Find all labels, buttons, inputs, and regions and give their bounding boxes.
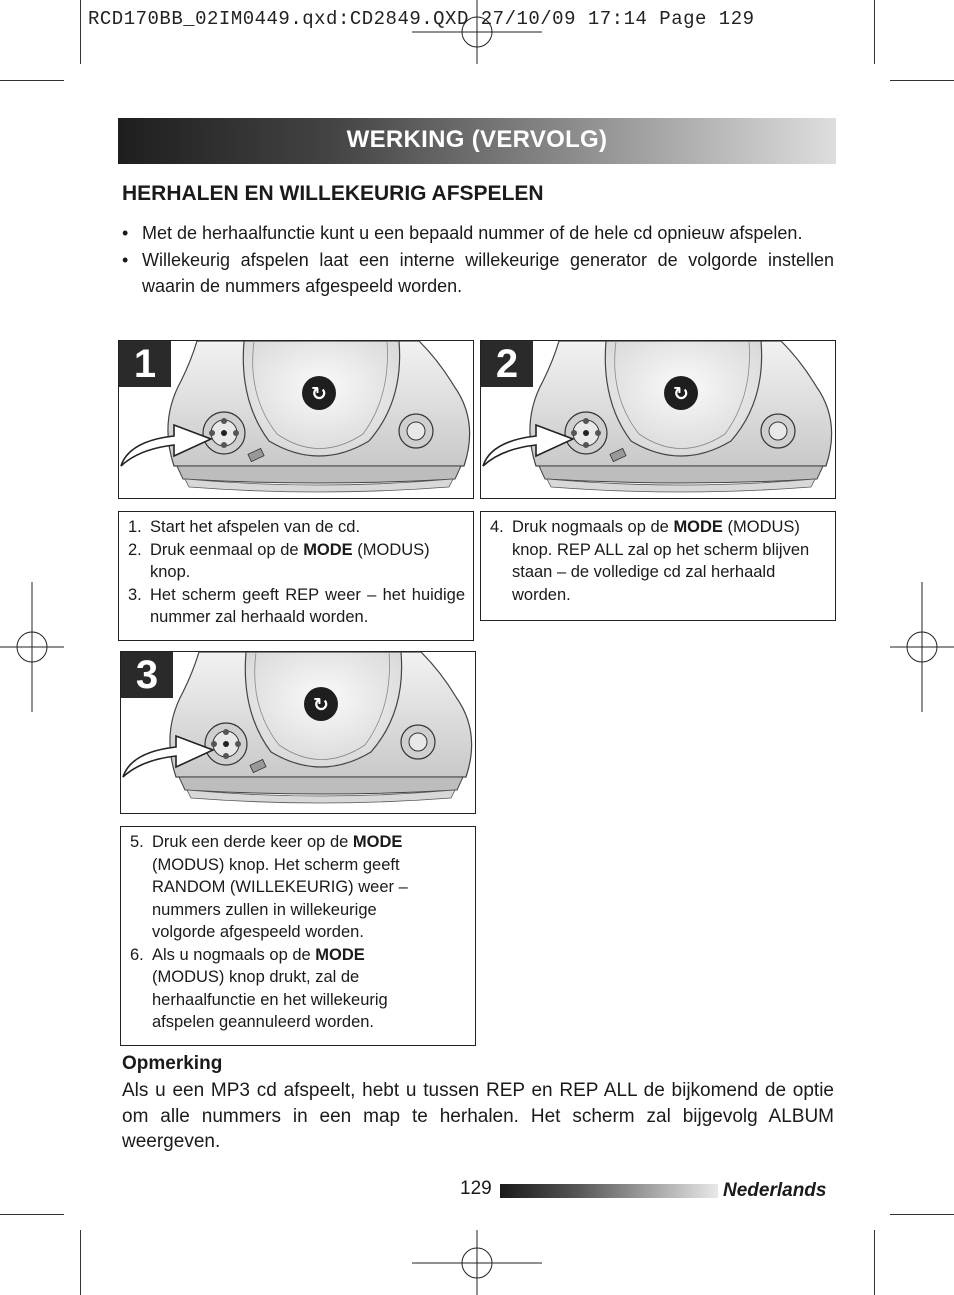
list-item: 4. Druk nogmaals op de MODE (MODUS) knop. REP ALL zal op het scherm blijven staan – de volledige cd zal herhaald worden. xyxy=(490,518,810,604)
page-number: 129 xyxy=(460,1178,492,1199)
print-slug: RCD170BB_02IM0449.qxd:CD2849.QXD 27/10/09 17:14 Page 129 xyxy=(88,8,755,30)
crop-mark xyxy=(874,0,875,64)
crop-mark xyxy=(80,0,81,64)
step-number: 1 xyxy=(119,341,171,387)
footer-gradient-bar xyxy=(500,1184,718,1198)
crop-mark xyxy=(890,80,954,81)
crop-mark xyxy=(0,80,64,81)
illustration-panel-1 xyxy=(118,340,474,499)
repeat-mode-icon: ↻ xyxy=(311,383,327,405)
banner-title: WERKING (VERVOLG) xyxy=(346,126,608,153)
instruction-box-3 xyxy=(120,826,476,1046)
list-item: 2. Druk eenmaal op de MODE (MODUS) knop. xyxy=(128,540,430,581)
footer-language: Nederlands xyxy=(723,1180,827,1201)
cd-player-drawing xyxy=(481,341,835,498)
step-number: 2 xyxy=(481,341,533,387)
note-title: Opmerking xyxy=(122,1053,223,1074)
intro-bullets xyxy=(122,220,834,300)
repeat-mode-icon: ↻ xyxy=(313,694,329,716)
cd-player-drawing xyxy=(119,341,473,498)
cd-player-drawing xyxy=(121,652,475,809)
list-item: 6. Als u nogmaals op de MODE (MODUS) knop drukt, zal de herhaalfunctie en het willekeurig afspelen geannuleerd worden. xyxy=(130,945,388,1031)
bullet-item: • Willekeurig afspelen laat een interne willekeurige generator de volgorde instellen waarin de nummers afgespeeld worden. xyxy=(122,249,834,296)
illustration-panel-2 xyxy=(480,340,836,499)
registration-mark-icon xyxy=(412,1230,542,1295)
instruction-box-2 xyxy=(480,511,836,621)
repeat-mode-icon: ↻ xyxy=(673,383,689,405)
registration-mark-icon xyxy=(412,0,542,64)
bullet-item: • Met de herhaalfunctie kunt u een bepaald nummer of de hele cd opnieuw afspelen. xyxy=(122,223,803,243)
illustration-panel-3 xyxy=(120,651,476,814)
registration-mark-icon xyxy=(890,582,954,712)
crop-mark xyxy=(890,1214,954,1215)
crop-mark xyxy=(874,1230,875,1295)
section-title: HERHALEN EN WILLEKEURIG AFSPELEN xyxy=(122,182,544,205)
section-banner xyxy=(118,118,836,164)
instruction-box-1 xyxy=(118,511,474,641)
step-number: 3 xyxy=(121,652,173,698)
list-item: 1. Start het afspelen van de cd. xyxy=(128,518,361,536)
registration-mark-icon xyxy=(0,582,64,712)
list-item: 5. Druk een derde keer op de MODE (MODUS) knop. Het scherm geeft RANDOM (WILLEKEURIG) weer – nummers zullen in willekeurige volgorde afgespeeld worden. xyxy=(130,833,408,941)
note-body: Als u een MP3 cd afspeelt, hebt u tussen REP en REP ALL de bijkomend de optie om alle nummers in een map te herhalen. Het scherm zal bijgevolg ALBUM weergeven. xyxy=(122,1080,834,1152)
crop-mark xyxy=(0,1214,64,1215)
list-item: 3. Het scherm geeft REP weer – het huidige nummer zal herhaald worden. xyxy=(128,585,465,626)
crop-mark xyxy=(80,1230,81,1295)
